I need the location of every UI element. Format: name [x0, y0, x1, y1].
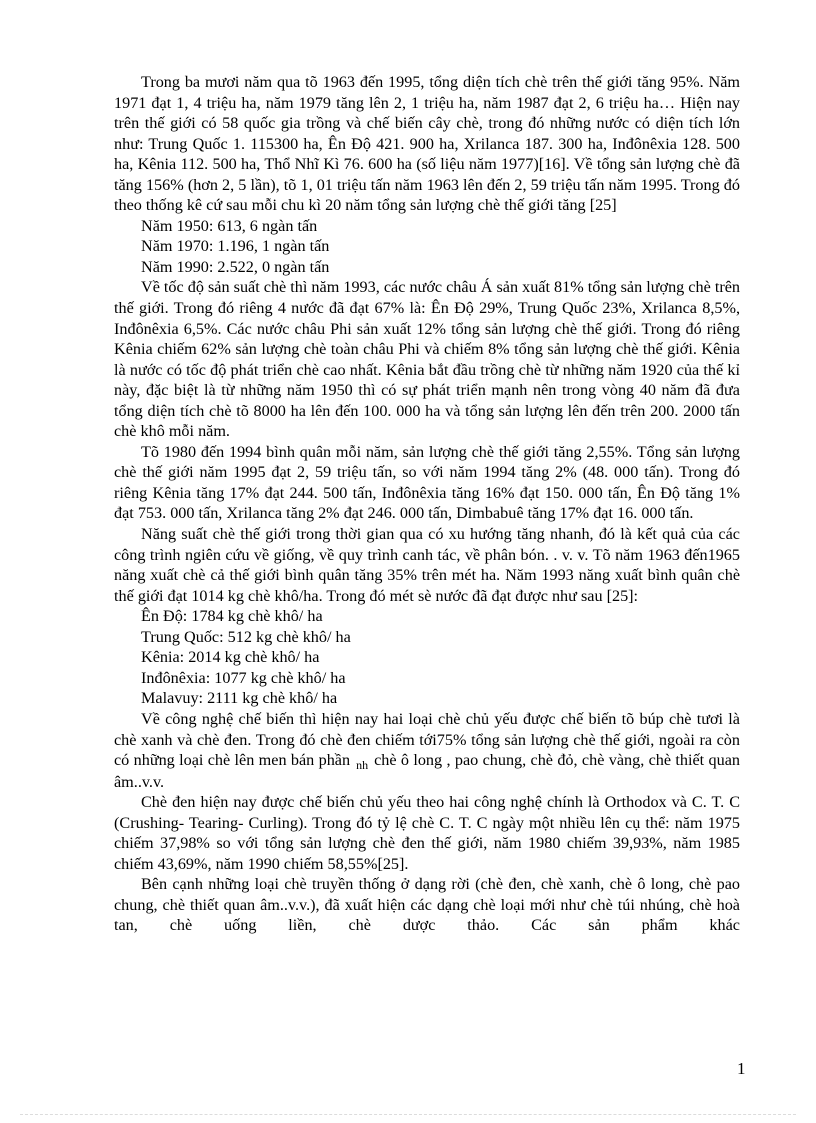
paragraph-production-1980-1994: Tõ 1980 đến 1994 bình quân mỗi năm, sản lượng chè thế giới tăng 2,55%. Tổng sản lượng chè thế giới năm 1995 đạt 2, 59 triệu tấn, so với năm 1994 tăng 2% (48. 000 tấn). Trong đó riêng Kênia tăng 17% đạt 244. 500 tấn, Inđônêxia tăng 16% đạt 150. 000 tấn, Ên Độ tăng 1% đạt 753. 000 tấn, Xrilanca tăng 2% đạt 246. 000 tấn, Dimbabuê tăng 17% đạt 16. 000 tấn.	[114, 442, 740, 523]
paragraph-production-speed: Về tốc độ sản suất chè thì năm 1993, các nước châu Á sản xuất 81% tổng sản lượng chè trên thế giới. Trong đó riêng 4 nước đã đạt 67% là: Ên Độ 29%, Trung Quốc 23%, Xrilanca 8,5%, Inđônêxia 6,5%. Các nước châu Phi sản xuất 12% tổng sản lượng chè thế giới. Trong đó riêng Kênia chiếm 62% sản lượng chè toàn châu Phi và chiếm 8% tổng sản lượng chè thế giới. Kênia là nước có tốc độ phát triển chè cao nhất. Kênia bắt đầu trồng chè từ những năm 1920 của thế kỉ này, đặc biệt là từ những năm 1950 thì có sự phát triển mạnh nên trong vòng 40 năm đã đưa tổng diện tích chè tõ 8000 ha lên đến 100. 000 ha và tổng sản lượng lên đến trên 200. 2000 tấn chè khô mỗi năm.	[114, 278, 740, 441]
paragraph-area-history: Trong ba mươi năm qua tõ 1963 đến 1995, tổng diện tích chè trên thế giới tăng 95%. Năm 1971 đạt 1, 4 triệu ha, năm 1979 tăng lên 2, 1 triệu ha, năm 1987 đạt 2, 6 triệu ha… Hiện nay trên thế giới có 58 quốc gia trồng và chế biến cây chè, trong đó những nước có diện tích lớn như: Trung Quốc 1. 115300 ha, Ên Độ 421. 900 ha, Xrilanca 187. 300 ha, Inđônêxia 128. 500 ha, Kênia 112. 500 ha, Thổ Nhĩ Kì 76. 600 ha (số liệu năm 1977)[16]. Về tổng sản lượng chè đã tăng 156% (hơn 2, 5 lần), tõ 1, 01 triệu tấn năm 1963 lên đến 2, 59 triệu tấn năm 1995. Trong đó theo thống kê cứ sau mỗi chu kì 20 năm tổng sản lượng chè thế giới tăng [25]	[114, 73, 740, 215]
paragraph-processing-technology	[114, 709, 740, 792]
page-bottom-divider	[20, 1114, 796, 1115]
list-item-yield-indonesia: Inđônêxia: 1077 kg chè khô/ ha	[141, 668, 346, 687]
paragraph-black-tea-technology: Chè đen hiện nay được chế biến chủ yếu theo hai công nghệ chính là Orthodox và C. T. C (Crushing- Tearing- Curling). Trong đó tỷ lệ chè C. T. C ngày một nhiều lên cụ thể: năm 1975 chiếm 37,98% so với tổng sản lượng chè đen thế giới, năm 1980 chiếm 39,93%, năm 1985 chiếm 43,69%, năm 1990 chiếm 58,55%[25].	[114, 793, 740, 873]
list-item-yield-china: Trung Quốc: 512 kg chè khô/ ha	[141, 627, 351, 646]
list-item-1990: Năm 1990: 2.522, 0 ngàn tấn	[141, 257, 330, 276]
paragraph-yield: Năng suất chè thế giới trong thời gian qua có xu hướng tăng nhanh, đó là kết quả của các công trình ngiên cứu về giống, về quy trình canh tác, về phân bón. . v. v. Tõ năm 1963 đến1965 năng xuất chè cả thế giới bình quân tăng 35% trên mét ha. Năm 1993 năng xuất bình quân chè thế giới đạt 1014 kg chè khô/ha. Trong đó mét sè nước đã đạt được như sau [25]:	[114, 525, 740, 605]
paragraph-new-tea-products: Bên cạnh những loại chè truyền thống ở dạng rời (chè đen, chè xanh, chè ô long, chè pao chung, chè thiết quan âm..v.v.), đã xuất hiện các dạng chè loại mới như chè túi nhúng, chè hoà tan, chè uống liền, chè dược thảo. Các sản phẩm khác	[114, 875, 740, 935]
processing-text-part-1: Về công nghệ chế biến thì hiện nay hai loại chè chủ yếu được chế biến tõ búp chè tươi là chè xanh và chè đen. Trong đó chè đen chiếm tới75% tổng sản lượng chè thế giới, ngoài ra còn có những loại chè lên men bán phần	[114, 709, 740, 770]
list-item-yield-malawi: Malavuy: 2111 kg chè khô/ ha	[141, 689, 338, 708]
body-text	[114, 72, 740, 936]
list-item-yield-india: Ên Độ: 1784 kg chè khô/ ha	[141, 607, 323, 626]
page-number: 1	[737, 1059, 746, 1078]
stray-subscript: nh	[356, 758, 369, 773]
list-item-1950: Năm 1950: 613, 6 ngàn tấn	[141, 216, 318, 235]
list-item-1970: Năm 1970: 1.196, 1 ngàn tấn	[141, 237, 330, 256]
list-item-yield-kenya: Kênia: 2014 kg chè khô/ ha	[141, 648, 320, 667]
processing-text-part-2: chè ô long , pao chung, chè đỏ, chè vàng, chè thiết quan âm..v.v.	[114, 751, 740, 791]
